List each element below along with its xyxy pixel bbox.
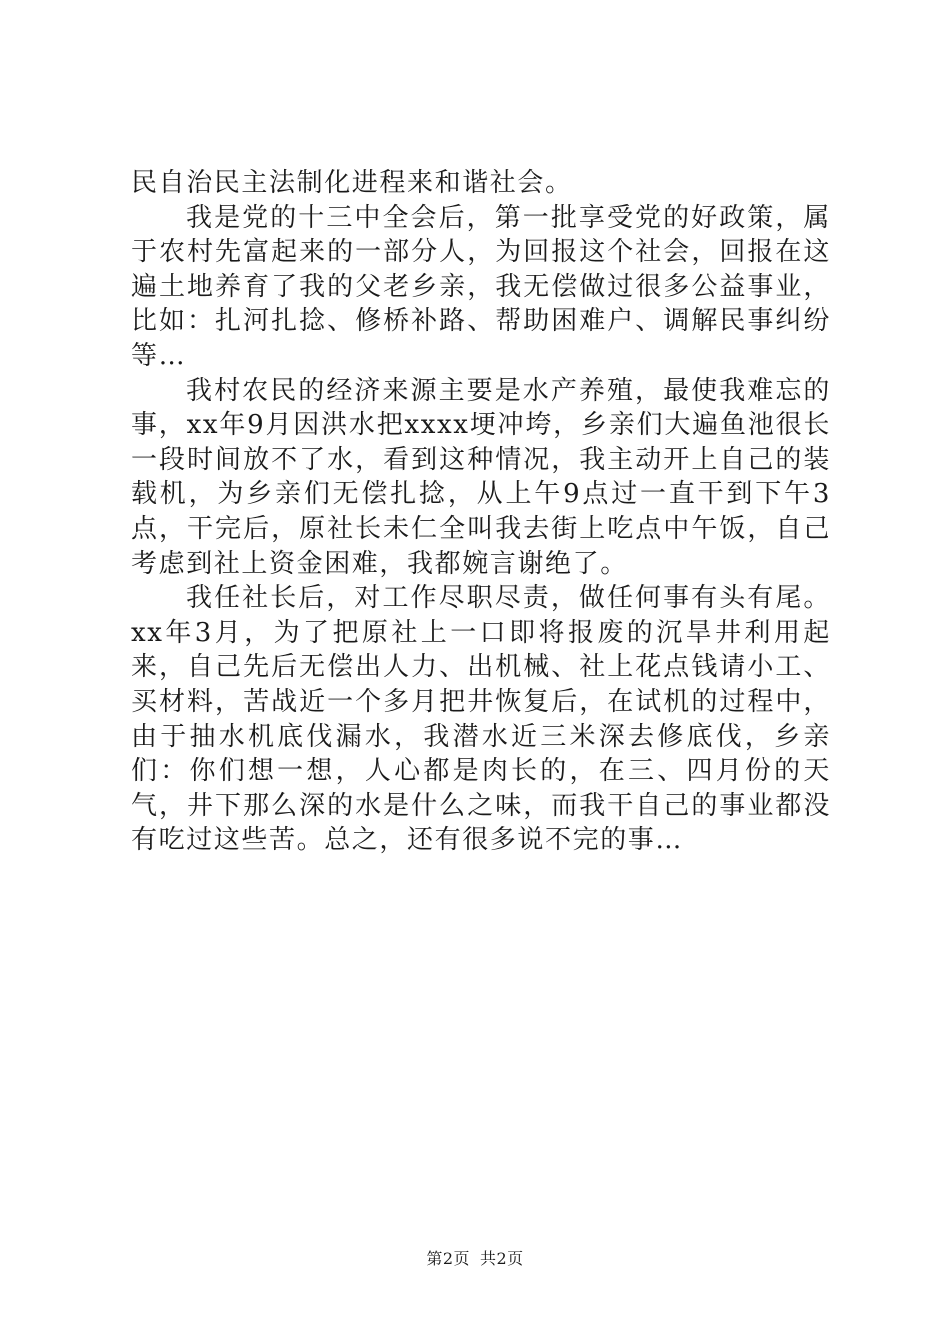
page-footer <box>0 1246 950 1269</box>
paragraph-flood-repair: 我村农民的经济来源主要是水产养殖，最使我难忘的事，xx年9月因洪水把xxxx埂冲垮，乡亲们大遍鱼池很长一段时间放不了水，看到这种情况，我主动开上自己的装载机，为乡亲们无偿扎捻，从上午9点过一直干到下午3点，干完后，原社长未仁全叫我去街上吃点中午饭，自己考虑到社上资金困难，我都婉言谢绝了。 <box>131 375 831 579</box>
page-total: 共2页 <box>480 1249 524 1268</box>
paragraph-well-restoration: 我任社长后，对工作尽职尽责，做任何事有头有尾。xx年3月，为了把原社上一口即将报废的沉旱井利用起来，自己先后无偿出人力、出机械、社上花点钱请小工、买材料，苦战近一个多月把井恢复后，在试机的过程中，由于抽水机底伐漏水，我潜水近三米深去修底伐，乡亲们：你们想一想，人心都是肉长的，在三、四月份的天气，井下那么深的水是什么之味，而我干自己的事业都没有吃过这些苦。总之，还有很多说不完的事… <box>131 583 831 856</box>
paragraph-continuation: 民自治民主法制化进程来和谐社会。 <box>131 168 573 198</box>
page-number: 第2页 <box>426 1249 470 1268</box>
document-body <box>131 166 831 858</box>
paragraph-public-welfare: 我是党的十三中全会后，第一批享受党的好政策，属于农村先富起来的一部分人，为回报这个社会，回报在这遍土地养育了我的父老乡亲，我无偿做过很多公益事业，比如：扎河扎捻、修桥补路、帮助困难户、调解民事纠纷等… <box>131 202 831 371</box>
